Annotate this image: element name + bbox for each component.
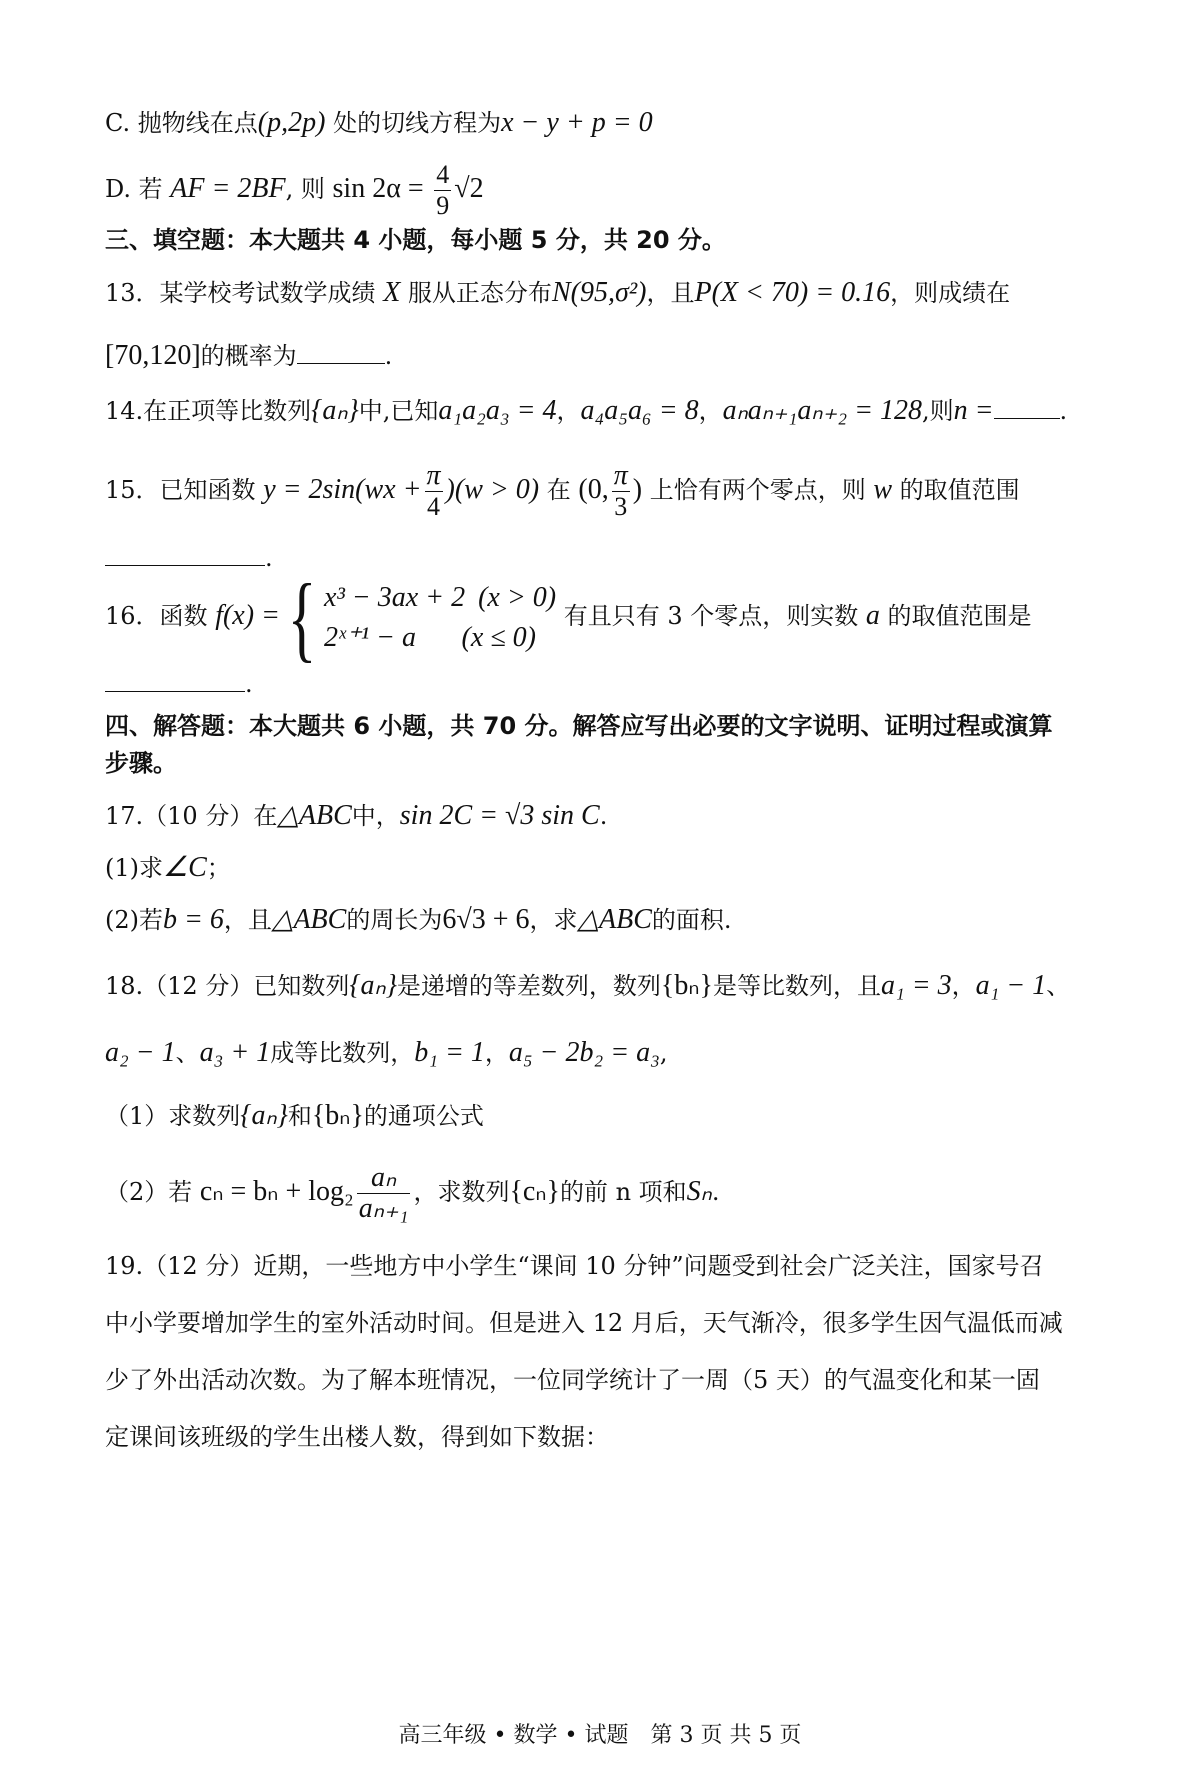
- math: )(w > 0): [445, 474, 540, 505]
- text: 服从正态分布: [407, 279, 552, 307]
- math: (0,: [578, 474, 609, 505]
- text: （2）若: [105, 1178, 193, 1206]
- piece-cond: (x > 0): [478, 581, 557, 613]
- text: 抛物线在点: [137, 109, 258, 137]
- numerator: aₙ: [357, 1163, 411, 1194]
- text: .: [711, 1178, 720, 1206]
- text: 中，: [351, 802, 400, 830]
- text: 15．已知函数: [105, 476, 256, 504]
- text: .: [1059, 397, 1068, 425]
- text: .: [245, 670, 253, 698]
- question-14: 14.在正项等比数列{aₙ}中,已知a₁a₂a₃ = 4，a₄a₅a₆ = 8，aₙaₙ₊₁aₙ₊₂ = 128,则n = .: [105, 395, 1068, 426]
- math: 6√3 + 6: [442, 904, 530, 935]
- text: 在: [546, 476, 571, 504]
- page-footer: 高三年级 • 数学 • 试题 第 3 页 共 5 页: [398, 1723, 802, 1748]
- math: X: [383, 277, 401, 308]
- text: 的面积.: [651, 906, 732, 934]
- section-heading: 三、填空题：本大题共 4 小题，每小题 5 分，共 20 分。: [105, 226, 726, 254]
- math: b = 6: [163, 904, 224, 935]
- option-label: C.: [105, 109, 131, 137]
- text: 、: [175, 1039, 200, 1067]
- fraction: [612, 461, 630, 522]
- answer-blank: [105, 667, 245, 692]
- fraction: [425, 461, 443, 522]
- text: .: [384, 342, 393, 370]
- math: a: [865, 600, 880, 631]
- question-15-cont: [105, 540, 1105, 576]
- question-16-cont: [105, 666, 1105, 702]
- text: 的前 n 项和: [559, 1178, 687, 1206]
- section-heading: 四、解答题：本大题共 6 小题，共 70 分。解答应写出必要的文字说明、证明过程或演算: [105, 712, 1053, 740]
- numerator: 4: [436, 160, 450, 189]
- math: {aₙ}: [311, 395, 359, 426]
- piece-cond: (x ≤ 0): [461, 621, 536, 653]
- piece-expr: x³ − 3ax + 2: [324, 581, 466, 613]
- answer-blank: [994, 394, 1060, 419]
- question-19-line1: 19.（12 分）近期，一些地方中小学生“课间 10 分钟”问题受到社会广泛关注，国家号召: [105, 1252, 1044, 1280]
- math: ): [632, 474, 643, 505]
- text: 的概率为: [200, 342, 297, 370]
- math: △ABC: [277, 800, 352, 831]
- fraction: [434, 160, 451, 221]
- text: 上恰有两个零点，则: [649, 476, 866, 504]
- question-19-line3: 少了外出活动次数。为了解本班情况，一位同学统计了一周（5 天）的气温变化和某一固: [105, 1366, 1040, 1394]
- numerator: π: [613, 460, 628, 491]
- math: △ABC: [271, 904, 347, 935]
- math: a₄a₅a₆ = 8: [580, 395, 699, 426]
- math: sin 2C = √3 sin C: [399, 800, 600, 831]
- text: ；: [206, 854, 231, 882]
- math: √2: [454, 173, 484, 204]
- question-13-cont: [105, 338, 1105, 374]
- text: ，则成绩在: [890, 279, 1011, 307]
- text: （1）求数列: [105, 1102, 241, 1130]
- text: ，求: [529, 906, 578, 934]
- question-16: [105, 564, 1105, 671]
- math: y = 2sin(wx +: [263, 474, 422, 505]
- answer-blank: [297, 339, 385, 364]
- math: {bₙ}: [660, 970, 713, 1001]
- math: sin 2α =: [332, 173, 424, 204]
- text: 16．函数: [105, 602, 208, 630]
- question-18-cont: [105, 1035, 1105, 1071]
- math: N(95,σ²): [551, 277, 647, 308]
- math: {cₙ}: [509, 1176, 560, 1207]
- answer-blank: [105, 541, 265, 566]
- math: AF = 2BF: [170, 173, 286, 204]
- question-18-part1: [105, 1098, 1105, 1134]
- text: , 则: [285, 175, 325, 203]
- question-17-part1: [105, 850, 1105, 886]
- text: ，且: [223, 906, 272, 934]
- text: 13．某学校考试数学成绩: [105, 279, 376, 307]
- text: 的取值范围是: [887, 602, 1032, 630]
- option-d: [105, 160, 1105, 221]
- math: b₁ = 1: [414, 1037, 485, 1068]
- math: a₃ + 1: [199, 1037, 271, 1068]
- text: ,则: [921, 397, 954, 425]
- math: x − y + p = 0: [501, 107, 653, 138]
- piece-expr: 2ˣ⁺¹ − a: [324, 621, 417, 653]
- text: ，: [951, 972, 976, 1000]
- denominator: 3: [614, 492, 628, 521]
- math: a₁ − 1: [975, 970, 1047, 1001]
- question-13: [105, 275, 1105, 311]
- text: 的通项公式: [363, 1102, 484, 1130]
- text: 的取值范围: [899, 476, 1020, 504]
- math: {aₙ}: [349, 970, 397, 1001]
- option-label: D.: [105, 175, 132, 203]
- math: (p,2p): [257, 107, 326, 138]
- math: a₁a₂a₃ = 4: [438, 395, 557, 426]
- math: {bₙ}: [311, 1100, 364, 1131]
- math: a₁ = 3: [880, 970, 952, 1001]
- text: 14.在正项等比数列: [105, 397, 312, 425]
- math: {aₙ}: [240, 1100, 288, 1131]
- text: 中,已知: [358, 397, 439, 425]
- question-17: [105, 798, 1105, 834]
- text: 是递增的等差数列，数列: [396, 972, 661, 1000]
- text: ，求数列: [413, 1178, 510, 1206]
- option-c: [105, 105, 1105, 141]
- math: cₙ = bₙ + log₂: [199, 1176, 354, 1207]
- text: ，且: [646, 279, 695, 307]
- denominator: aₙ₊₁: [358, 1193, 409, 1224]
- text: 18.（12 分）已知数列: [105, 972, 350, 1000]
- math: a₅ − 2b₂ = a₃: [508, 1037, 660, 1068]
- question-15: [105, 460, 1105, 522]
- text: 成等比数列，: [270, 1039, 415, 1067]
- math: n =: [953, 395, 994, 426]
- text: 和: [287, 1102, 312, 1130]
- text: 若: [138, 175, 163, 203]
- section-heading-cont: 步骤。: [105, 749, 177, 777]
- denominator: 9: [436, 191, 450, 220]
- question-18: [105, 968, 1105, 1004]
- math: f(x) =: [215, 600, 280, 631]
- text: (2)若: [105, 906, 163, 934]
- denominator: 4: [427, 492, 441, 521]
- text: 的周长为: [346, 906, 443, 934]
- math: ∠C: [163, 852, 207, 883]
- text: 17.（10 分）在: [105, 802, 278, 830]
- text: 有且只有 3 个零点，则实数: [563, 602, 859, 630]
- numerator: π: [426, 460, 441, 491]
- math: Sₙ: [686, 1176, 712, 1207]
- math: w: [873, 474, 893, 505]
- question-18-part2: [105, 1160, 1105, 1224]
- piecewise: [324, 578, 556, 658]
- math: a₂ − 1: [105, 1037, 176, 1068]
- text: ，: [484, 1039, 509, 1067]
- text: ,: [659, 1039, 668, 1067]
- text: (1)求: [105, 854, 163, 882]
- question-19-line2: 中小学要增加学生的室外活动时间。但是进入 12 月后，天气渐冷，很多学生因气温低而减: [105, 1309, 1063, 1337]
- math: aₙaₙ₊₁aₙ₊₂ = 128: [722, 395, 922, 426]
- fraction: [357, 1163, 411, 1224]
- text: 是等比数列，且: [712, 972, 881, 1000]
- text: 处的切线方程为: [333, 109, 502, 137]
- question-17-part2: [105, 902, 1105, 938]
- text: .: [265, 544, 273, 572]
- math: P(X < 70) = 0.16: [694, 277, 891, 308]
- question-19-line4: 定课间该班级的学生出楼人数，得到如下数据：: [105, 1423, 609, 1451]
- left-brace: {: [287, 564, 317, 671]
- text: 、: [1046, 972, 1071, 1000]
- text: .: [599, 802, 608, 830]
- math: [70,120]: [105, 340, 201, 371]
- math: △ABC: [577, 904, 652, 935]
